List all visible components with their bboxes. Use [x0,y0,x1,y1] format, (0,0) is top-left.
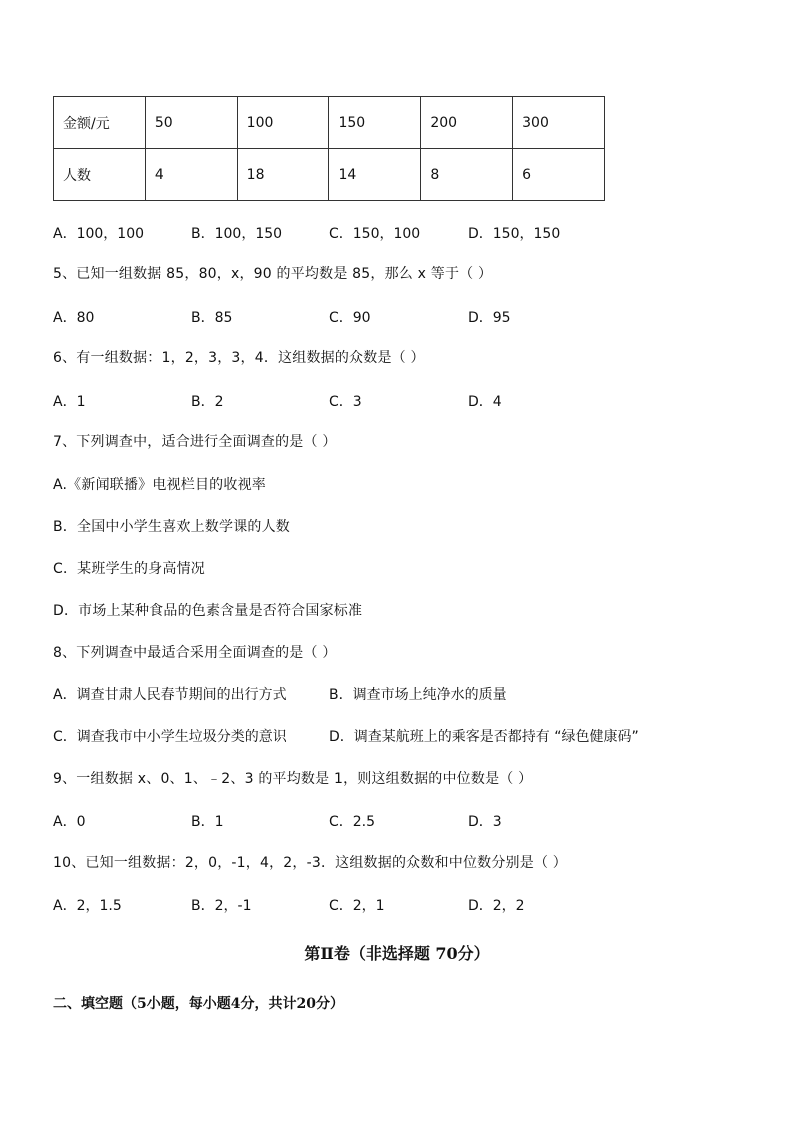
amount-table [53,96,605,201]
q8-option-b: B．调查市场上纯净水的质量 [329,687,507,703]
table-cell: 6 [513,149,605,201]
q4-option-d: D．150，150 [468,226,561,242]
q10-option-d: D．2，2 [468,898,525,914]
q8-option-c: C．调查我市中小学生垃圾分类的意识 [53,729,287,745]
table-cell: 金额/元 [54,97,146,149]
q5-option-d: D．95 [468,310,511,326]
table-cell: 人数 [54,149,146,201]
q6-option-a: A．1 [53,394,86,410]
q4-option-b: B．100，150 [191,226,283,242]
table-cell: 300 [513,97,605,149]
table-cell: 100 [237,97,329,149]
q9-option-c: C．2.5 [329,814,376,830]
q5-option-b: B．85 [191,310,233,326]
q10-option-a: A．2，1.5 [53,898,122,914]
q7-option-d: D．市场上某种食品的色素含量是否符合国家标准 [53,603,363,619]
table-cell: 4 [145,149,237,201]
part-title: 二、填空题（5小题，每小题4分，共计20分） [53,996,344,1012]
q4-option-a: A．100，100 [53,226,145,242]
q10-option-b: B．2，-1 [191,898,252,914]
q6-option-c: C．3 [329,394,362,410]
q9-option-a: A．0 [53,814,86,830]
q6-stem: 6、有一组数据：1，2，3，3，4．这组数据的众数是（ ） [53,350,425,366]
q8-stem: 8、下列调查中最适合采用全面调查的是（ ） [53,645,337,661]
q7-option-b: B．全国中小学生喜欢上数学课的人数 [53,519,291,535]
q10-stem: 10、已知一组数据：2，0，-1，4，2，-3．这组数据的众数和中位数分别是（ ） [53,855,568,871]
q8-option-a: A．调查甘肃人民春节期间的出行方式 [53,687,287,703]
table-cell: 50 [145,97,237,149]
q9-option-d: D．3 [468,814,502,830]
q9-stem: 9、一组数据 x、0、1、﹣2、3 的平均数是 1，则这组数据的中位数是（ ） [53,771,533,787]
q4-option-c: C．150，100 [329,226,421,242]
q5-stem: 5、已知一组数据 85，80，x，90 的平均数是 85，那么 x 等于（ ） [53,266,493,282]
table-row [54,149,605,201]
q6-option-b: B．2 [191,394,224,410]
q7-option-c: C．某班学生的身高情况 [53,561,205,577]
q8-option-d: D．调查某航班上的乘客是否都持有 “绿色健康码” [329,729,639,745]
q9-option-b: B．1 [191,814,224,830]
q7-option-a: A.《新闻联播》电视栏目的收视率 [53,477,266,493]
table-cell: 18 [237,149,329,201]
q5-option-c: C．90 [329,310,371,326]
q5-option-a: A．80 [53,310,95,326]
q7-stem: 7、下列调查中，适合进行全面调查的是（ ） [53,434,337,450]
table-cell: 8 [421,149,513,201]
table-cell: 150 [329,97,421,149]
section-title: 第Ⅱ卷（非选择题 70分） [304,944,490,963]
q6-option-d: D．4 [468,394,502,410]
q10-option-c: C．2，1 [329,898,385,914]
table-row [54,97,605,149]
table-cell: 200 [421,97,513,149]
table-cell: 14 [329,149,421,201]
